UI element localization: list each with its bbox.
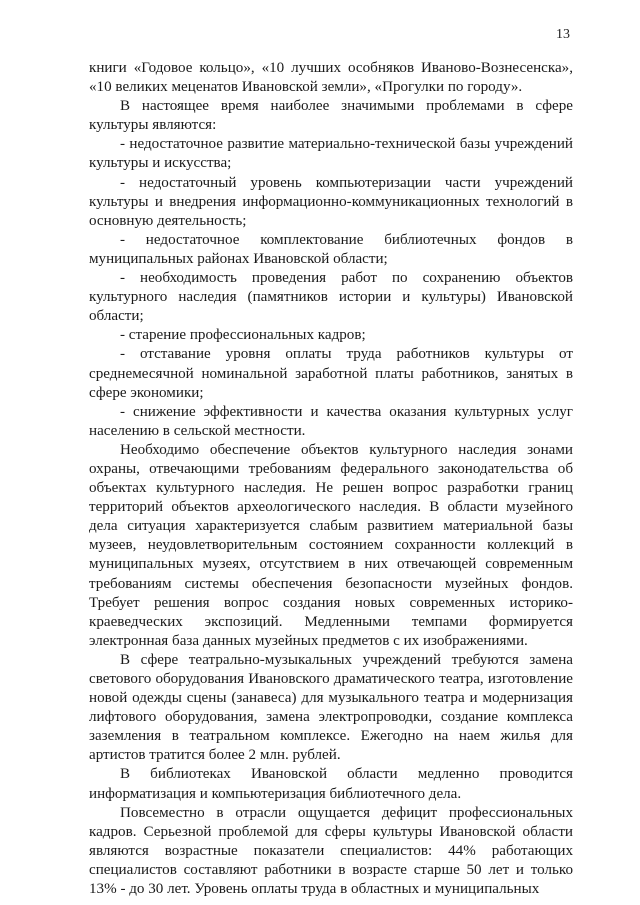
paragraph-theatres: В сфере театрально-музыкальных учреждений требуются замена светового оборудования Ивановского драматического театра, изготовление новой одежды сцены (занавеса) для музыкального театра и модернизация лифтового оборудования, замена электропроводки, создание комплекса заземления в театральном комплексе. Ежегодно на наем жилья для артистов тратится более 2 млн. рублей. xyxy=(89,651,573,764)
list-item-computerization: - недостаточный уровень компьютеризации части учреждений культуры и внедрения информационно-коммуникационных технологий в основную деятельность; xyxy=(89,174,573,229)
list-item-heritage-preservation: - необходимость проведения работ по сохранению объектов культурного наследия (памятников истории и культуры) Ивановской области; xyxy=(89,270,573,325)
paragraph-problems-intro: В настоящее время наиболее значимыми проблемами в сфере культуры являются: xyxy=(89,98,573,134)
paragraph-heritage-museums: Необходимо обеспечение объектов культурного наследия зонами охраны, отвечающими требованиям федерального законодательства об объектах культурного наследия. Не решен вопрос разработки границ территорий объектов археологического наследия. В области музейного дела ситуация характеризуется слабым развитием материальной базы музеев, неудовлетворительным состоянием сохранности коллекций в муниципальных музеях, отсутствием в них отвечающей современным требованиям системы обеспечения безопасности музейных фондов. Требует решения вопрос создания новых современных историко-краеведческих экспозиций. Медленными темпами формируется электронная база данных музейных предметов с их изображениями. xyxy=(89,441,573,649)
paragraph-books-list: книги «Годовое кольцо», «10 лучших особняков Иваново-Вознесенска», «10 великих меценатов Ивановской земли», «Прогулки по городу». xyxy=(89,60,573,96)
document-body xyxy=(89,59,573,899)
page-number: 13 xyxy=(556,27,570,42)
list-item-aging-staff: - старение профессиональных кадров; xyxy=(120,327,366,344)
list-item-library-funds: - недостаточное комплектование библиотечных фондов в муниципальных районах Ивановской области; xyxy=(89,231,573,267)
list-item-rural-services: - снижение эффективности и качества оказания культурных услуг населению в сельской местности. xyxy=(89,403,573,439)
paragraph-libraries: В библиотеках Ивановской области медленно проводится информатизация и компьютеризация библиотечного дела. xyxy=(89,766,573,802)
list-item-material-base: - недостаточное развитие материально-технической базы учреждений культуры и искусства; xyxy=(89,136,573,172)
paragraph-staff-shortage: Повсеместно в отрасли ощущается дефицит профессиональных кадров. Серьезной проблемой для сферы культуры Ивановской области являются возрастные показатели специалистов: 44% работающих специалистов составляют работники в возрасте старше 50 лет и только 13% - до 30 лет. Уровень оплаты труда в областных и муниципальных xyxy=(89,804,573,898)
list-item-salary-lag: - отставание уровня оплаты труда работников культуры от среднемесячной номинальной заработной платы работников, занятых в сфере экономики; xyxy=(89,346,573,401)
